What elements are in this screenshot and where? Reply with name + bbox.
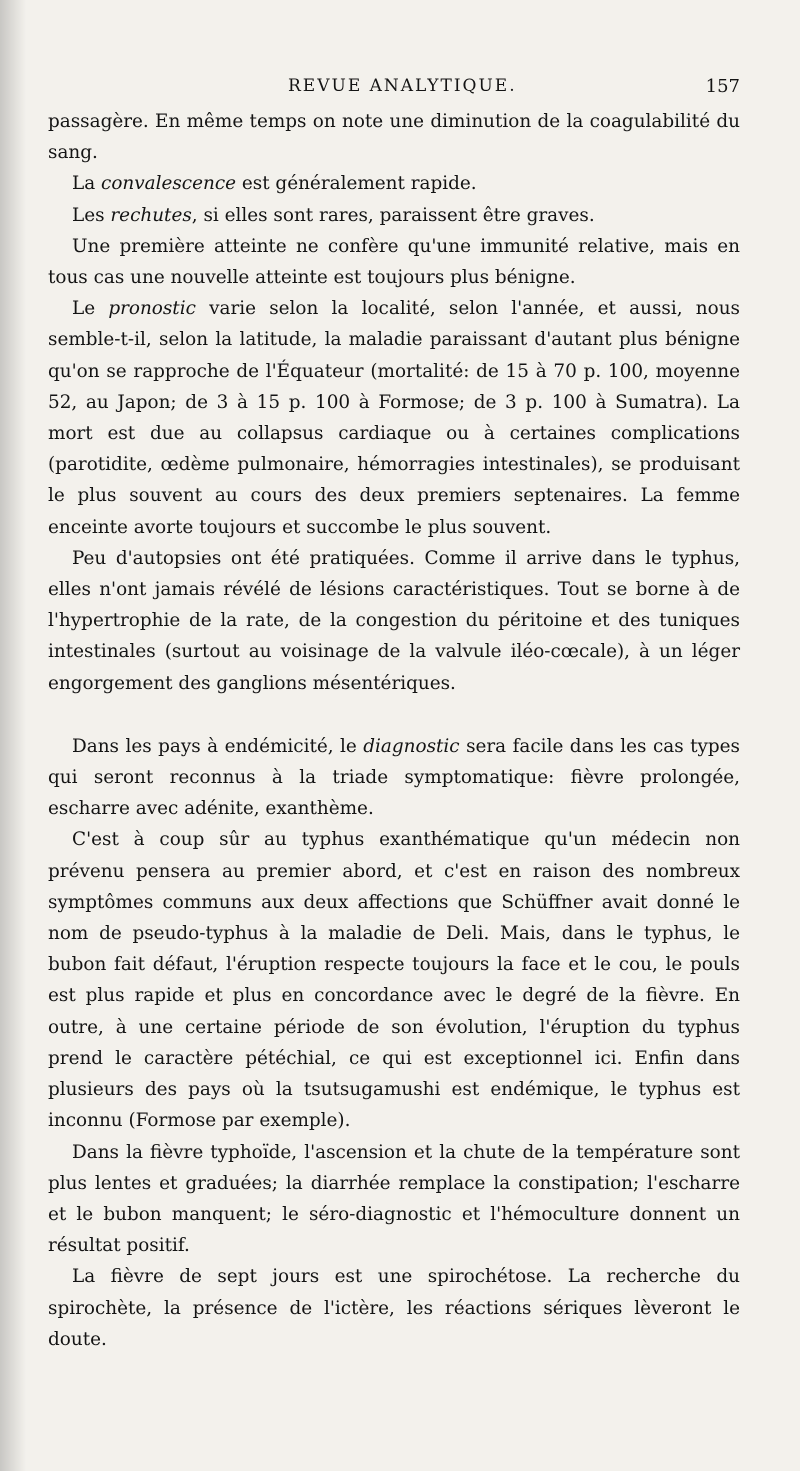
body-text — [48, 106, 740, 1355]
page-number: 157 — [705, 76, 740, 97]
italic-term: rechutes — [110, 204, 192, 226]
paragraph: Les rechutes, si elles sont rares, paraissent être graves. — [72, 204, 595, 226]
paragraph: Une première atteinte ne confère qu'une immunité relative, mais en tous cas une nouvelle atteinte est toujours plus bénigne. — [48, 235, 740, 289]
running-head: REVUE ANALYTIQUE. — [288, 76, 517, 96]
paragraph: passagère. En même temps on note une diminution de la coagulabilité du sang. — [48, 111, 740, 164]
paragraph: La convalescence est généralement rapide. — [72, 173, 477, 195]
paragraph: Dans la fièvre typhoïde, l'ascension et la chute de la température sont plus lentes et graduées; la diarrhée remplace la constipation; l'escharre et le bubon manquent; le séro-diagnostic et l'hémoculture donnent un résultat positif. — [48, 1141, 740, 1257]
paragraph: La fièvre de sept jours est une spirochétose. La recherche du spirochète, la présence de l'ictère, les réactions sériques lèveront le doute. — [48, 1266, 740, 1350]
page-edge-shadow — [0, 0, 26, 1471]
paragraph: Le pronostic varie selon la localité, selon l'année, et aussi, nous semble-t-il, selon la latitude, la maladie paraissant d'autant plus bénigne qu'on se rapproche de l'Équateur (mortalité: de 15 à 70 p. 100, moyenne 52, au Japon; de 3 à 15 p. 100 à Formose; de 3 p. 100 à Sumatra). La mort est due au collapsus cardiaque ou à certaines complications (parotidite, œdème pulmonaire, hémorragies intestinales), se produisant le plus souvent au cours des deux premiers septenaires. La femme enceinte avorte toujours et succombe le plus souvent. — [48, 298, 740, 538]
paragraph: C'est à coup sûr au typhus exanthématique qu'un médecin non prévenu pensera au premier abord, et c'est en raison des nombreux symptômes communs aux deux affections que Schüffner avait donné le nom de pseudo-typhus à la maladie de Deli. Mais, dans le typhus, le bubon fait défaut, l'éruption respecte toujours la face et le cou, le pouls est plus rapide et plus en concordance avec le degré de la fièvre. En outre, à une certaine période de son évolution, l'éruption du typhus prend le caractère pétéchial, ce qui est exceptionnel ici. Enfin dans plusieurs des pays où la tsutsugamushi est endémique, le typhus est inconnu (Formose par exemple). — [48, 829, 740, 1132]
italic-term: diagnostic — [363, 735, 460, 757]
italic-term: convalescence — [101, 173, 237, 195]
page-header — [48, 76, 740, 104]
paragraph: Dans les pays à endémicité, le diagnostic sera facile dans les cas types qui seront reconnus à la triade symptomatique: fièvre prolongée, escharre avec adénite, exanthème. — [48, 735, 740, 820]
paragraph: Peu d'autopsies ont été pratiquées. Comme il arrive dans le typhus, elles n'ont jamais révélé de lésions caractéristiques. Tout se borne à de l'hypertrophie de la rate, de la congestion du péritoine et des tuniques intestinales (surtout au voisinage de la valvule iléo-cœcale), à un léger engorgement des ganglions mésentériques. — [48, 547, 740, 694]
italic-term: pronostic — [108, 298, 196, 320]
